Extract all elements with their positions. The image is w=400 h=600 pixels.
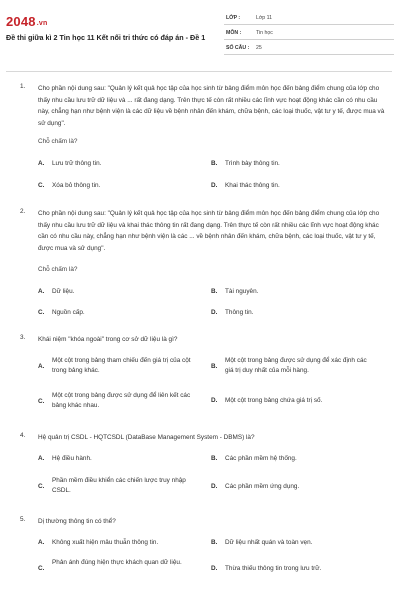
option-text: Trình bày thông tin.	[225, 160, 280, 167]
option-text: Một cột trong bảng được sử dụng để xác định các giá trị duy nhất của mỗi hàng.	[225, 357, 367, 374]
option-letter: B.	[211, 539, 218, 546]
option-text: Thừa thiếu thông tin trong lưu trữ.	[225, 565, 322, 572]
question-text: Cho phần nội dung sau: "Quản lý kết quả học tập của học sinh từ bảng điểm môn học đến bảng điểm chung của lớp cho thấy nhu cầu lưu trữ dữ liệu và ... rất đang dạng. Trên thực tế còn rất nhiều các lĩnh vực hoạt động khác cần có nhu cầu này, chẳng hạn như bệnh viện là các dữ liệu về bệnh nhân đến khám, chữa bệnh, các loại thuốc, vật tư y tế, được mua và sử dụng".	[38, 85, 385, 127]
option-text: Nguồn cấp.	[52, 309, 85, 316]
option-letter: C.	[38, 182, 45, 189]
option-letter: B.	[211, 288, 218, 295]
option-text: Một cột trong bảng chứa giá trị số.	[225, 397, 323, 404]
option-text: Phần mềm điều khiển các chiến lược truy nhập CSDL.	[52, 477, 186, 494]
question-text: Dị thường thông tin có thể?	[38, 518, 116, 525]
option-letter: A.	[38, 160, 45, 167]
meta-value: Lớp 11	[256, 15, 272, 21]
option-text: Không xuất hiện mâu thuẫn thông tin.	[52, 539, 159, 546]
meta-value: 25	[256, 45, 262, 51]
meta-value: Tin học	[256, 30, 273, 36]
question-text: Hệ quản trị CSDL - HQTCSDL (DataBase Management System - DBMS) là?	[38, 434, 255, 441]
question-text: Cho phần nội dung sau: "Quản lý kết quả học tập của học sinh từ bảng điểm môn học đến bảng điểm chung của lớp cho thấy nhu cầu lưu trữ dữ liệu và khai thác thông tin rất đang dạng. Trên thực tế còn rất nhiều các lĩnh vực hoạt động khác cần có nhu cầu này, chẳng hạn như bệnh viện là các ... về bệnh nhân đến khám, chữa bệnh, các loại thuốc, vật tư y tế, được mua và sử dụng".	[38, 210, 380, 252]
header-divider	[6, 71, 392, 72]
option-letter: A.	[38, 539, 45, 546]
option-text: Dữ liệu nhất quán và toàn vẹn.	[225, 539, 313, 546]
option-letter: C.	[38, 398, 45, 405]
option-letter: B.	[211, 455, 218, 462]
option-text: Dữ liệu.	[52, 288, 75, 295]
question-prompt: Chỗ chấm là?	[38, 138, 78, 145]
question-number: 4.	[20, 432, 26, 439]
question-number: 2.	[20, 208, 26, 215]
option-letter: B.	[211, 363, 218, 370]
page-title: Đề thi giữa kì 2 Tin học 11 Kết nối tri thức có đáp án - Đề 1	[6, 33, 206, 42]
option-text: Tài nguyên.	[225, 288, 259, 295]
option-text: Các phần mềm hệ thống.	[225, 455, 297, 462]
meta-row-subject	[224, 25, 394, 40]
option-text: Phản ánh đúng hiện thực khách quan dữ liệu.	[52, 559, 182, 566]
meta-label: MÔN :	[226, 30, 242, 36]
option-letter: B.	[211, 160, 218, 167]
site-logo[interactable]	[6, 14, 47, 29]
option-text: Một cột trong bảng được sử dụng để liên kết các bảng khác nhau.	[52, 392, 191, 409]
question-text: Khái niệm "khóa ngoài" trong cơ sở dữ liệu là gì?	[38, 336, 178, 343]
logo-number: 2048	[6, 14, 36, 29]
option-letter: D.	[211, 397, 218, 404]
option-text: Khai thác thông tin.	[225, 182, 280, 189]
option-letter: C.	[38, 309, 45, 316]
option-letter: D.	[211, 565, 218, 572]
question-number: 1.	[20, 83, 26, 90]
option-letter: A.	[38, 363, 45, 370]
option-letter: D.	[211, 309, 218, 316]
meta-label: LỚP :	[226, 15, 241, 21]
page-header	[0, 0, 400, 74]
option-letter: C.	[38, 483, 45, 490]
option-letter: A.	[38, 288, 45, 295]
meta-row-class	[224, 10, 394, 25]
option-text: Các phần mềm ứng dụng.	[225, 483, 300, 490]
option-text: Thông tin.	[225, 309, 254, 316]
meta-label: SỐ CÂU :	[226, 45, 250, 51]
option-letter: A.	[38, 455, 45, 462]
option-text: Xóa bỏ thông tin.	[52, 182, 101, 189]
option-letter: D.	[211, 182, 218, 189]
option-text: Hệ điều hành.	[52, 455, 92, 462]
exam-meta-table	[224, 10, 394, 55]
question-prompt: Chỗ chấm là?	[38, 266, 78, 273]
question-number: 3.	[20, 334, 26, 341]
option-letter: C.	[38, 565, 45, 572]
logo-domain: .vn	[36, 20, 48, 27]
meta-row-count	[224, 40, 394, 55]
option-letter: D.	[211, 483, 218, 490]
question-number: 5.	[20, 516, 26, 523]
option-text: Một cột trong bảng tham chiếu đến giá trị của cột trong bảng khác.	[52, 357, 191, 374]
option-text: Lưu trữ thông tin.	[52, 160, 102, 167]
